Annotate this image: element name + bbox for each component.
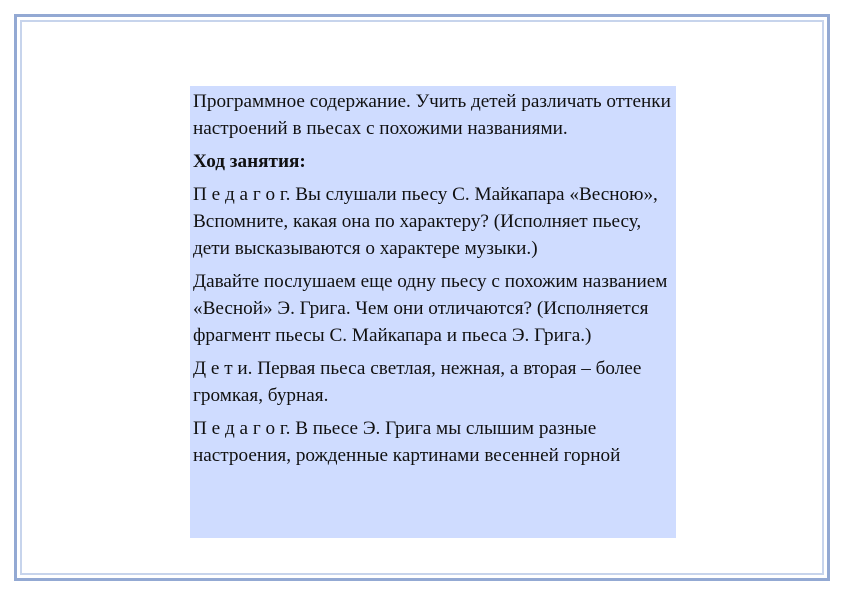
teacher-paragraph-2: П е д а г о г. В пьесе Э. Грига мы слышим разные настроения, рожденные картинами весенней горной [193, 418, 621, 466]
listen-paragraph: Давайте послушаем еще одну пьесу с похожим названием «Весной» Э. Грига. Чем они отличаются? (Исполняется фрагмент пьесы С. Майкапара и пьеса Э. Грига.) [193, 271, 668, 346]
children-paragraph: Д е т и. Первая пьеса светлая, нежная, а вторая – более громкая, бурная. [193, 358, 642, 406]
lesson-text-box [190, 86, 676, 538]
lesson-progress-heading: Ход занятия: [193, 151, 306, 172]
program-content-paragraph: Программное содержание. Учить детей различать оттенки настроений в пьесах с похожими названиями. [193, 91, 671, 139]
teacher-paragraph-1: П е д а г о г. Вы слушали пьесу С. Майкапара «Весною», Вспомните, какая она по характеру? (Исполняет пьесу, дети высказываются о характере музыки.) [193, 184, 658, 259]
